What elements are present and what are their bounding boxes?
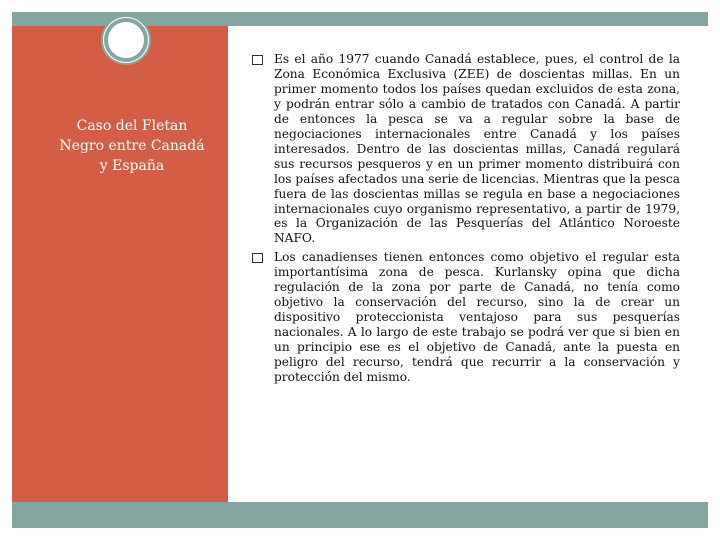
bullet-paragraph-1 [250, 52, 680, 246]
content-area [250, 52, 680, 385]
bullet-text-2: Los canadienses tienen entonces como objetivo el regular esta importantísima zona de pesca. Kurlansky opina que dicha regulación de la zona por parte de Canadá, no tenía como objetivo la conservación del recurso, sino la de crear un dispositivo proteccionista ventajoso para sus pesquerías nacionales. A lo largo de este trabajo se podrá ver que si bien en un principio ese es el objetivo de Canadá, ante la puesta en peligro del recurso, tendrá que recurrir a la conservación y protección del mismo. [274, 250, 680, 385]
slide-title: Caso del Fletan Negro entre Canadá y España [59, 118, 205, 174]
bullet-paragraph-2 [250, 250, 680, 385]
square-bullet-icon [252, 253, 263, 263]
side-panel [12, 26, 228, 502]
circle-ring-icon [104, 18, 148, 62]
bullet-text-1: Es el año 1977 cuando Canadá establece, pues, el control de la Zona Económica Exclusiva (ZEE) de doscientas millas. En un primer momento todos los países quedan excluidos de esta zona, y podrán entrar sólo a cambio de tratados con Canadá. A partir de entonces la pesca se va a regular sobre la base de negociaciones internacionales entre Canadá y los países interesados. Dentro de las doscientas millas, Canadá regulará sus recursos pesqueros y en un primer momento distribuirá con los países afectados una serie de licencias. Mientras que la pesca fuera de las doscientas millas se regula en base a negociaciones internacionales cuyo organismo representativo, a partir de 1979, es la Organización de las Pesquerías del Atlántico Noroeste NAFO. [274, 52, 680, 246]
square-bullet-icon [252, 55, 263, 65]
bottom-decorative-band [12, 502, 708, 528]
